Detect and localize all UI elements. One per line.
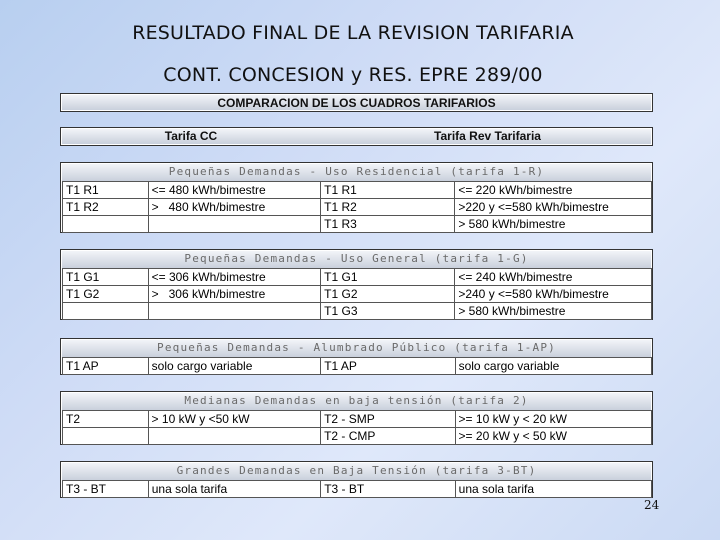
cc-code bbox=[63, 303, 149, 320]
column-header-tarifa-rev: Tarifa Rev Tarifaria bbox=[434, 129, 541, 143]
cc-range bbox=[148, 428, 321, 445]
table-row bbox=[63, 182, 652, 199]
cc-code: T1 AP bbox=[63, 358, 149, 375]
rev-range: >220 y <=580 kWh/bimestre bbox=[455, 199, 652, 216]
rev-code: T1 G2 bbox=[321, 286, 455, 303]
cc-code bbox=[63, 428, 149, 445]
section-title: Pequeñas Demandas - Uso General (tarifa 1-G) bbox=[184, 252, 529, 265]
rev-code: T2 - CMP bbox=[321, 428, 455, 445]
tariff-table bbox=[62, 357, 652, 375]
rev-range: >= 10 kW y < 20 kW bbox=[455, 411, 651, 428]
section-title: Pequeñas Demandas - Uso Residencial (tarifa 1-R) bbox=[168, 165, 545, 178]
table-row bbox=[63, 411, 652, 428]
cc-code: T1 G2 bbox=[63, 286, 149, 303]
rev-range: >240 y <=580 kWh/bimestre bbox=[455, 286, 652, 303]
column-header-tarifa-cc: Tarifa CC bbox=[164, 129, 218, 143]
rev-code: T1 R1 bbox=[321, 182, 455, 199]
section-uso-general bbox=[60, 249, 653, 320]
rev-range: > 580 kWh/bimestre bbox=[455, 216, 652, 233]
cc-code: T2 bbox=[63, 411, 149, 428]
section-residencial bbox=[60, 162, 653, 233]
tariff-table bbox=[62, 410, 652, 445]
cc-code: T1 G1 bbox=[63, 269, 149, 286]
rev-code: T1 AP bbox=[321, 358, 455, 375]
rev-range: <= 240 kWh/bimestre bbox=[455, 269, 652, 286]
tariff-table bbox=[62, 480, 652, 498]
comparison-header: COMPARACION DE LOS CUADROS TARIFARIOS bbox=[217, 96, 496, 110]
table-row bbox=[63, 358, 652, 375]
section-medianas-demandas bbox=[60, 391, 653, 445]
table-row bbox=[63, 303, 652, 320]
tariff-table bbox=[62, 181, 652, 233]
rev-code: T1 R2 bbox=[321, 199, 455, 216]
rev-range: > 580 kWh/bimestre bbox=[455, 303, 652, 320]
slide-title: RESULTADO FINAL DE LA REVISION TARIFARIA bbox=[132, 22, 574, 44]
rev-code: T1 R3 bbox=[321, 216, 455, 233]
cc-range bbox=[148, 216, 321, 233]
cc-range: solo cargo variable bbox=[148, 358, 321, 375]
section-alumbrado-publico bbox=[60, 338, 653, 375]
cc-code: T1 R2 bbox=[63, 199, 149, 216]
table-row bbox=[63, 428, 652, 445]
rev-range: <= 220 kWh/bimestre bbox=[455, 182, 652, 199]
cc-range: <= 306 kWh/bimestre bbox=[148, 269, 321, 286]
slide-subtitle: CONT. CONCESION y RES. EPRE 289/00 bbox=[163, 64, 543, 86]
cc-range: > 480 kWh/bimestre bbox=[148, 199, 321, 216]
table-row bbox=[63, 481, 652, 498]
table-row bbox=[63, 216, 652, 233]
comparison-header-box bbox=[60, 93, 653, 112]
cc-range bbox=[148, 303, 321, 320]
section-title: Pequeñas Demandas - Alumbrado Público (tarifa 1-AP) bbox=[157, 341, 556, 354]
rev-code: T1 G1 bbox=[321, 269, 455, 286]
cc-range: una sola tarifa bbox=[148, 481, 320, 498]
rev-range: >= 20 kW y < 50 kW bbox=[455, 428, 651, 445]
table-row bbox=[63, 269, 652, 286]
section-title: Grandes Demandas en Baja Tensión (tarifa 3-BT) bbox=[176, 464, 537, 477]
section-grandes-demandas bbox=[60, 461, 653, 498]
page-number: 24 bbox=[644, 498, 660, 512]
cc-range: > 10 kW y <50 kW bbox=[148, 411, 321, 428]
rev-code: T2 - SMP bbox=[321, 411, 455, 428]
cc-code bbox=[63, 216, 149, 233]
cc-code: T1 R1 bbox=[63, 182, 149, 199]
rev-range: solo cargo variable bbox=[455, 358, 651, 375]
cc-range: > 306 kWh/bimestre bbox=[148, 286, 321, 303]
rev-range: una sola tarifa bbox=[455, 481, 651, 498]
cc-range: <= 480 kWh/bimestre bbox=[148, 182, 321, 199]
tariff-table bbox=[62, 268, 652, 320]
table-row bbox=[63, 286, 652, 303]
table-row bbox=[63, 199, 652, 216]
column-headers-box bbox=[60, 127, 653, 146]
cc-code: T3 - BT bbox=[63, 481, 149, 498]
rev-code: T1 G3 bbox=[321, 303, 455, 320]
rev-code: T3 - BT bbox=[321, 481, 455, 498]
section-title: Medianas Demandas en baja tensión (tarifa 2) bbox=[184, 394, 529, 407]
